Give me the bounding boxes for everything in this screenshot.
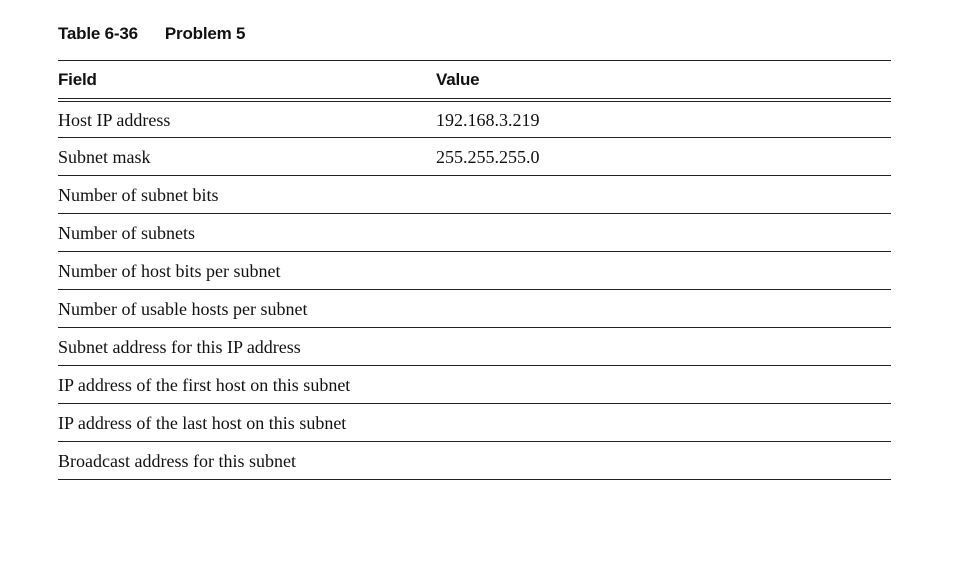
table-row xyxy=(58,366,891,404)
table-row xyxy=(58,102,891,138)
table-row xyxy=(58,328,891,366)
value-cell xyxy=(436,384,891,385)
value-cell: 255.255.255.0 xyxy=(436,146,540,167)
table-row xyxy=(58,176,891,214)
field-cell: Subnet mask xyxy=(58,146,151,167)
value-cell xyxy=(436,194,891,195)
field-cell: IP address of the first host on this subnet xyxy=(58,374,351,395)
header-field: Field xyxy=(58,69,97,89)
table-row xyxy=(58,214,891,252)
value-cell xyxy=(436,422,891,423)
value-cell: 192.168.3.219 xyxy=(436,109,540,130)
problem-table xyxy=(58,60,891,480)
value-cell xyxy=(436,270,891,271)
value-cell xyxy=(436,346,891,347)
table-caption xyxy=(58,22,245,46)
table-header-row xyxy=(58,61,891,98)
field-cell: Number of subnets xyxy=(58,222,195,243)
table-row xyxy=(58,290,891,328)
field-cell: Broadcast address for this subnet xyxy=(58,450,296,471)
field-cell: Host IP address xyxy=(58,109,171,130)
value-cell xyxy=(436,232,891,233)
field-cell: Number of subnet bits xyxy=(58,184,219,205)
value-cell xyxy=(436,308,891,309)
field-cell: Number of usable hosts per subnet xyxy=(58,298,308,319)
field-cell: IP address of the last host on this subnet xyxy=(58,412,347,433)
table-row xyxy=(58,138,891,176)
field-cell: Subnet address for this IP address xyxy=(58,336,301,357)
table-row xyxy=(58,442,891,480)
field-cell: Number of host bits per subnet xyxy=(58,260,281,281)
header-value: Value xyxy=(436,69,480,89)
table-row xyxy=(58,252,891,290)
table-title: Problem 5 xyxy=(164,24,246,43)
value-cell xyxy=(436,460,891,461)
table-number: Table 6-36 xyxy=(58,24,138,43)
table-row xyxy=(58,404,891,442)
